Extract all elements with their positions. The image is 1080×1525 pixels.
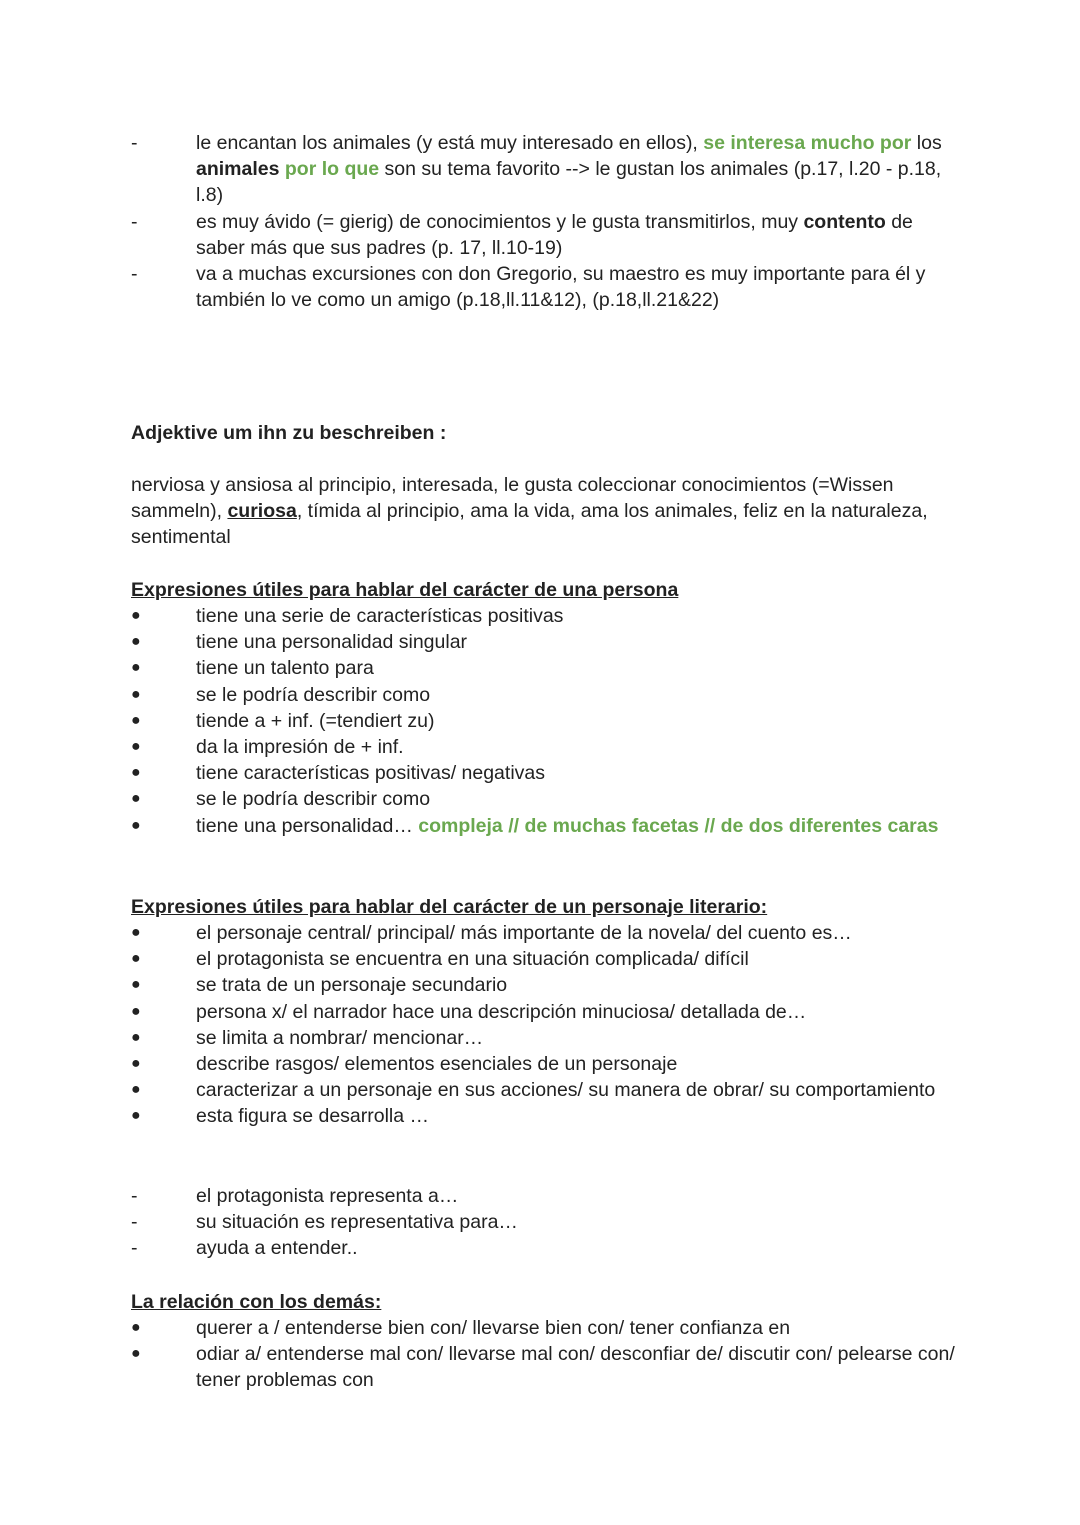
list-item — [131, 734, 961, 760]
styled-text: contento — [803, 210, 886, 233]
list-item — [131, 1025, 961, 1051]
bullet-marker: ● — [131, 1028, 141, 1046]
list-item — [131, 655, 961, 681]
list-item-text: caracterizar a un personaje en sus acciones/ su manera de obrar/ su comportamiento — [196, 1079, 936, 1102]
list-item — [131, 682, 961, 708]
rich-text — [196, 263, 925, 311]
text-run: de saber más que sus padres (p. 17, ll.10-19) — [196, 210, 913, 259]
dash-marker: - — [131, 1211, 138, 1234]
list-item — [131, 1183, 961, 1209]
list-item-text: tiene una personalidad… — [196, 814, 419, 837]
list-item — [131, 813, 961, 839]
dash-marker: - — [131, 263, 138, 286]
bullet-marker: ● — [131, 1081, 141, 1099]
styled-text: por lo que — [284, 158, 380, 181]
list-item-text: tiene una serie de características positivas — [196, 605, 564, 627]
list-item-text: ayuda a entender.. — [196, 1237, 358, 1260]
list-item-text: tiende a + inf. (=tendiert zu) — [196, 709, 435, 732]
personaje-heading: Expresiones útiles para hablar del carácter de un personaje literario: — [131, 896, 768, 918]
bullet-marker: ● — [131, 1345, 141, 1363]
list-item — [131, 209, 961, 261]
bullet-marker: ● — [131, 1319, 141, 1336]
dash-marker: - — [131, 132, 138, 154]
persona-expressions-list — [131, 603, 961, 839]
dash-marker: - — [131, 1185, 138, 1207]
bullet-marker: ● — [131, 790, 141, 808]
list-item-text: se limita a nombrar/ mencionar… — [196, 1026, 484, 1049]
list-item-text: tiene características positivas/ negativas — [196, 762, 546, 785]
list-item-text: se le podría describir como — [196, 683, 431, 706]
rich-text — [196, 211, 913, 259]
text-run: le encantan los animales (y está muy interesado en ellos), — [196, 132, 704, 154]
list-item — [131, 603, 961, 629]
list-item-text: tiene una personalidad singular — [196, 631, 468, 654]
bullet-marker: ● — [131, 924, 141, 941]
list-item — [131, 1051, 961, 1077]
list-item — [131, 1341, 961, 1393]
character-notes-list — [131, 130, 961, 313]
list-item — [131, 130, 961, 209]
highlighted-text: compleja // de muchas facetas // de dos diferentes caras — [418, 814, 939, 837]
text-run: los — [911, 132, 942, 154]
list-item-text: persona x/ el narrador hace una descripción minuciosa/ detallada de… — [196, 1000, 807, 1023]
bullet-marker: ● — [131, 685, 141, 703]
bullet-marker: ● — [131, 950, 141, 968]
list-item-text: el protagonista se encuentra en una situación complicada/ difícil — [196, 948, 749, 971]
text-run: es muy ávido (= gierig) de conocimientos y le gusta transmitirlos, muy — [196, 210, 804, 233]
list-item-text: esta figura se desarrolla … — [196, 1105, 430, 1128]
bullet-marker: ● — [131, 764, 141, 782]
dash-marker: - — [131, 210, 138, 233]
list-item-text: odiar a/ entenderse mal con/ llevarse mal con/ desconfiar de/ discutir con/ pelearse con/ tener problemas con — [196, 1343, 955, 1392]
bullet-marker: ● — [131, 607, 141, 624]
text-run: nerviosa y ansiosa al principio, interesada, le gusta coleccionar conocimientos (=Wissen sammeln), — [131, 474, 894, 523]
list-item-text: se trata de un personaje secundario — [196, 974, 508, 997]
bullet-marker: ● — [131, 1055, 141, 1073]
list-item — [131, 1209, 961, 1235]
relacion-expressions-list — [131, 1315, 961, 1394]
styled-text: curiosa — [227, 500, 297, 523]
bullet-marker: ● — [131, 976, 141, 994]
adjectives-heading: Adjektive um ihn zu beschreiben : — [131, 422, 447, 444]
styled-text: se interesa mucho por — [703, 132, 912, 154]
list-item — [131, 786, 961, 812]
list-item — [131, 999, 961, 1025]
list-item-text: el personaje central/ principal/ más importante de la novela/ del cuento es… — [196, 922, 852, 944]
list-item-text: el protagonista representa a… — [196, 1185, 459, 1207]
list-item-text: describe rasgos/ elementos esenciales de un personaje — [196, 1053, 678, 1076]
list-item-text: querer a / entenderse bien con/ llevarse bien con/ tener confianza en — [196, 1317, 791, 1339]
bullet-marker: ● — [131, 738, 141, 756]
list-item — [131, 1103, 961, 1129]
rich-text — [196, 132, 942, 206]
list-item — [131, 920, 961, 946]
bullet-marker: ● — [131, 659, 141, 677]
relacion-heading: La relación con los demás: — [131, 1291, 382, 1313]
bullet-marker: ● — [131, 1002, 141, 1020]
list-item-text: tiene un talento para — [196, 657, 374, 680]
text-run: son su tema favorito --> le gustan los animales (p.17, l.20 - p.18, l.8) — [196, 158, 942, 207]
list-item — [131, 1315, 961, 1341]
list-item — [131, 708, 961, 734]
list-item — [131, 946, 961, 972]
list-item — [131, 261, 961, 313]
personaje-expressions-list — [131, 920, 961, 1130]
personaje-extra-list — [131, 1183, 961, 1262]
dash-marker: - — [131, 1237, 138, 1260]
list-item-text: su situación es representativa para… — [196, 1211, 518, 1234]
persona-heading: Expresiones útiles para hablar del carácter de una persona — [131, 579, 679, 601]
list-item — [131, 760, 961, 786]
bullet-marker: ● — [131, 633, 141, 651]
list-item — [131, 1235, 961, 1261]
text-run: , tímida al principio, ama la vida, ama los animales, feliz en la naturaleza, sentimental — [131, 500, 928, 549]
text-run: va a muchas excursiones con don Gregorio, su maestro es muy importante para él y también lo ve como un amigo (p.18,ll.11&12), (p.18,ll.21&22) — [196, 263, 926, 312]
adjectives-text — [131, 472, 961, 551]
bullet-marker: ● — [131, 816, 141, 834]
list-item-text: se le podría describir como — [196, 788, 431, 811]
list-item — [131, 1077, 961, 1103]
bullet-marker: ● — [131, 711, 141, 729]
styled-text: animales — [196, 158, 280, 181]
list-item — [131, 972, 961, 998]
bullet-marker: ● — [131, 1107, 141, 1125]
list-item — [131, 629, 961, 655]
list-item-text: da la impresión de + inf. — [196, 736, 404, 759]
